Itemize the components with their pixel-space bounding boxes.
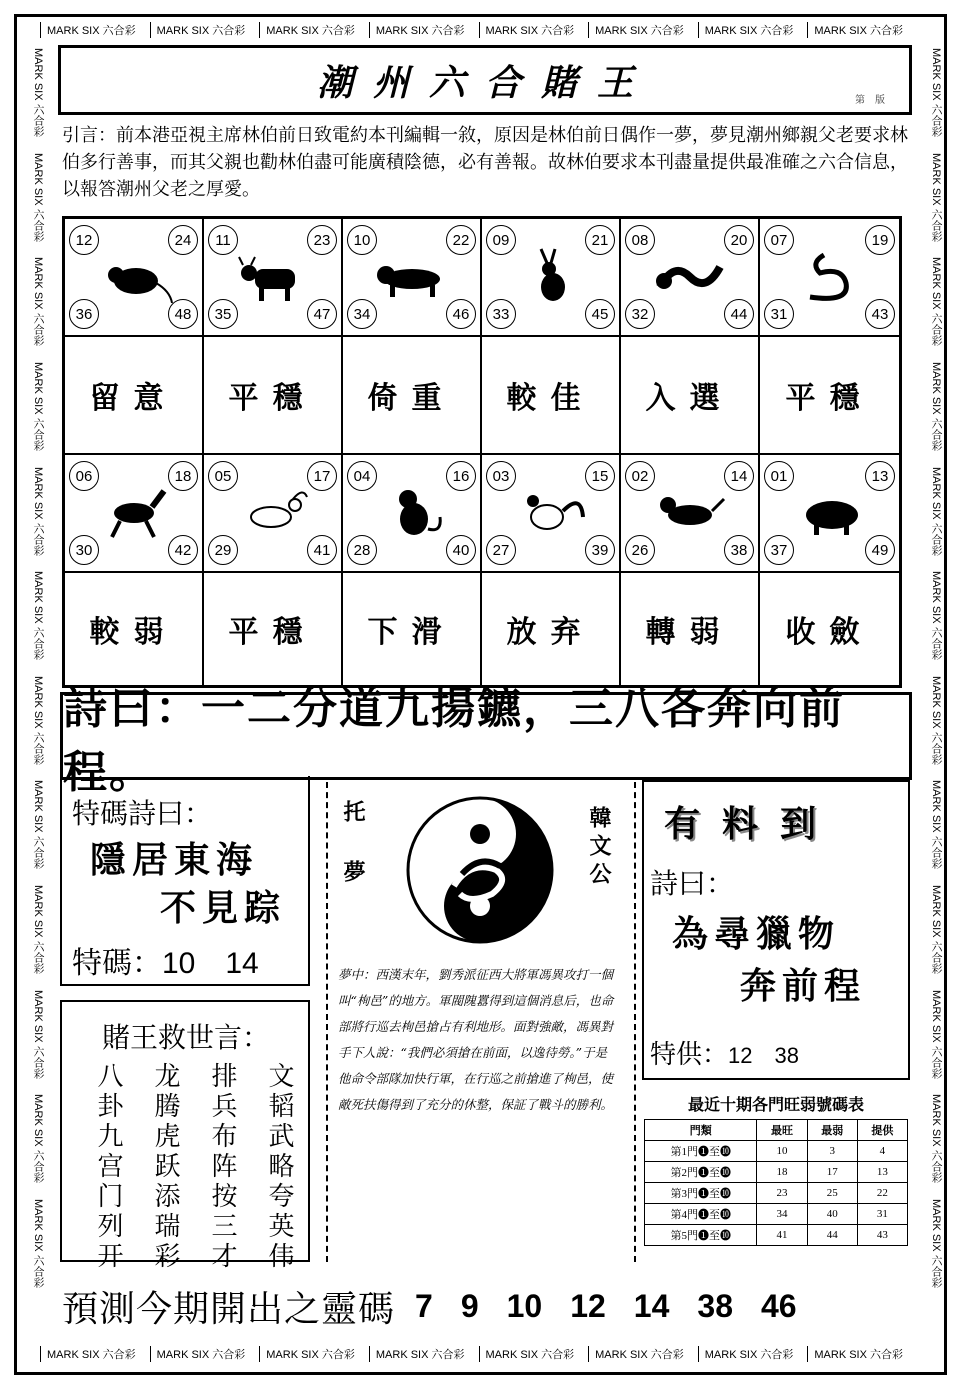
zodiac-number: 06 (69, 461, 99, 491)
title-box (58, 45, 912, 115)
savior-char: 九 (97, 1122, 124, 1152)
prediction-row (62, 1278, 912, 1334)
prediction-number: 14 (633, 1287, 670, 1324)
zodiac-number: 48 (168, 299, 198, 329)
zodiac-number: 13 (865, 461, 895, 491)
stats-cell: 22 (857, 1183, 907, 1204)
issue-label: 第 版 (855, 95, 885, 106)
stats-cell: 44 (807, 1225, 857, 1246)
ox-icon (233, 247, 313, 307)
zodiac-number: 31 (764, 299, 794, 329)
stats-header-cell: 最旺 (757, 1120, 807, 1141)
fortune-label: 較弱 (65, 573, 204, 685)
fortune-label: 留意 (65, 337, 204, 455)
stats-cell: 41 (757, 1225, 807, 1246)
dream-story: 夢中：西漢末年，劉秀派征西大將軍馮異攻打一個叫“栒邑”的地方。軍閥隗囂得到這個消息后，也命部將行巡去栒邑搶占有利地形。面對強敵，馮異對手下人說：“我們必須搶在前面，以逸待勞。”于是他命令部隊加快行軍，在行巡之前搶進了栒邑，使敵死扶傷得到了充分的休整，保証了戰斗的勝利。 (338, 967, 614, 1112)
pig-icon (790, 483, 870, 543)
savior-char: 按 (211, 1182, 238, 1212)
stats-cell: 18 (757, 1162, 807, 1183)
zodiac-number: 07 (764, 225, 794, 255)
zodiac-number: 19 (865, 225, 895, 255)
zodiac-number: 26 (625, 535, 655, 565)
incoming-box (642, 780, 910, 1080)
savior-chars (82, 1062, 310, 1272)
stats-table (644, 1119, 908, 1246)
zodiac-number: 34 (347, 299, 377, 329)
poem-bar: 詩曰：一二分道九揚鑣，三八各奔向前程。 (60, 692, 912, 780)
dream-left-label: 托夢 (340, 800, 366, 920)
zodiac-cell (204, 455, 343, 573)
zodiac-cell (343, 455, 482, 573)
savior-char: 跃 (154, 1152, 181, 1182)
zodiac-number: 36 (69, 299, 99, 329)
special-poem-heading: 特碼詩曰： (72, 797, 213, 830)
savior-char: 虎 (154, 1122, 181, 1152)
savior-char: 三 (211, 1212, 238, 1242)
savior-char: 八 (97, 1062, 124, 1092)
watermark-bottom: MARK SIX 六合彩 MARK SIX 六合彩 MARK SIX 六合彩 MARK SIX 六合彩 MARK SIX 六合彩 MARK SIX 六合彩 MARK SIX 六合彩 MARK SIX 六合彩 (40, 1340, 920, 1368)
zodiac-cell (343, 219, 482, 337)
zodiac-number: 16 (446, 461, 476, 491)
prediction-number: 46 (760, 1287, 797, 1324)
stats-cell: 10 (757, 1141, 807, 1162)
stats-cell: 第4門❶至❿ (645, 1204, 757, 1225)
fortune-label: 平穩 (760, 337, 899, 455)
stats-cell: 31 (857, 1204, 907, 1225)
stats-header-cell: 提供 (857, 1120, 907, 1141)
zodiac-cell (621, 455, 760, 573)
savior-char: 瑞 (154, 1212, 181, 1242)
fortune-label: 倚重 (343, 337, 482, 455)
zodiac-cell (65, 455, 204, 573)
savior-char: 兵 (211, 1092, 238, 1122)
stats-header-row (645, 1120, 908, 1141)
stats-panel (644, 1092, 908, 1246)
zodiac-number: 03 (486, 461, 516, 491)
stats-cell: 13 (857, 1162, 907, 1183)
zodiac-cell (760, 219, 899, 337)
savior-char: 夸 (268, 1182, 295, 1212)
stats-cell: 23 (757, 1183, 807, 1204)
incoming-special-label: 特供： (650, 1040, 729, 1070)
fortune-label: 入選 (621, 337, 760, 455)
zodiac-number: 47 (307, 299, 337, 329)
rat-icon (94, 247, 174, 307)
zodiac-cell (482, 219, 621, 337)
special-code-row (72, 938, 259, 982)
fortune-label: 收斂 (785, 615, 874, 650)
stats-cell: 40 (807, 1204, 857, 1225)
prediction-label: 預測今期開出之靈碼 (62, 1288, 396, 1330)
watermark-right: MARK SIX 六合彩MARK SIX 六合彩MARK SIX 六合彩MARK SIX 六合彩MARK SIX 六合彩MARK SIX 六合彩MARK SIX 六合彩MARK SIX 六合彩MARK SIX 六合彩MARK SIX 六合彩MARK SIX 六合彩MARK SIX 六合彩 (930, 48, 942, 1288)
zodiac-number: 01 (764, 461, 794, 491)
fortune-label: 較佳 (482, 337, 621, 455)
stats-row (645, 1183, 908, 1204)
zodiac-number: 20 (724, 225, 754, 255)
zodiac-number: 10 (347, 225, 377, 255)
zodiac-number: 44 (724, 299, 754, 329)
stats-cell: 第1門❶至❿ (645, 1141, 757, 1162)
savior-char: 略 (268, 1152, 295, 1182)
zodiac-number: 18 (168, 461, 198, 491)
tiger-icon (372, 247, 452, 307)
savior-char: 武 (268, 1122, 295, 1152)
stats-cell: 第2門❶至❿ (645, 1162, 757, 1183)
savior-char: 才 (211, 1242, 238, 1272)
horse-icon (94, 483, 174, 543)
zodiac-number: 22 (446, 225, 476, 255)
incoming-line2: 奔前程 (740, 966, 867, 1007)
zodiac-number: 38 (724, 535, 754, 565)
page-title: 潮州六合賭王 (316, 61, 653, 104)
zodiac-number: 08 (625, 225, 655, 255)
zodiac-number: 32 (625, 299, 655, 329)
zodiac-cell (621, 219, 760, 337)
savior-char: 文 (268, 1062, 295, 1092)
savior-char: 腾 (154, 1092, 181, 1122)
incoming-line1: 為尋獵物 (672, 914, 841, 955)
stats-cell: 3 (807, 1141, 857, 1162)
zodiac-number: 17 (307, 461, 337, 491)
dragon-icon (650, 247, 730, 307)
zodiac-number: 45 (585, 299, 615, 329)
savior-char: 韬 (268, 1092, 295, 1122)
zodiac-cell (65, 219, 204, 337)
zodiac-number: 24 (168, 225, 198, 255)
watermark-left: MARK SIX 六合彩MARK SIX 六合彩MARK SIX 六合彩MARK SIX 六合彩MARK SIX 六合彩MARK SIX 六合彩MARK SIX 六合彩MARK SIX 六合彩MARK SIX 六合彩MARK SIX 六合彩MARK SIX 六合彩MARK SIX 六合彩 (32, 48, 44, 1288)
stats-row (645, 1225, 908, 1246)
incoming-special-values: 12 38 (728, 1043, 799, 1068)
zodiac-cell (482, 455, 621, 573)
incoming-heading: 有料到 (664, 804, 839, 845)
stats-cell: 43 (857, 1225, 907, 1246)
zodiac-number: 02 (625, 461, 655, 491)
stats-header-cell: 門類 (645, 1120, 757, 1141)
incoming-poem-label: 詩曰： (650, 867, 735, 900)
stats-row (645, 1204, 908, 1225)
zodiac-number: 14 (724, 461, 754, 491)
monkey-icon (372, 483, 452, 543)
zodiac-number: 37 (764, 535, 794, 565)
zodiac-number: 30 (69, 535, 99, 565)
stats-title: 最近十期各門旺弱號碼表 (687, 1095, 864, 1114)
incoming-special-row (650, 1034, 799, 1071)
savior-char: 排 (211, 1062, 238, 1092)
special-code-values: 10 14 (162, 947, 259, 980)
stats-cell: 34 (757, 1204, 807, 1225)
rooster-icon (511, 483, 591, 543)
savior-char: 添 (154, 1182, 181, 1212)
zodiac-number: 11 (208, 225, 238, 255)
savior-char: 阵 (211, 1152, 238, 1182)
stats-cell: 4 (857, 1141, 907, 1162)
special-poem-box (60, 776, 310, 986)
prediction-number: 12 (570, 1287, 606, 1324)
dog-icon (650, 483, 730, 543)
stats-cell: 第3門❶至❿ (645, 1183, 757, 1204)
stats-cell: 第5門❶至❿ (645, 1225, 757, 1246)
savior-char: 龙 (154, 1062, 181, 1092)
zodiac-number: 04 (347, 461, 377, 491)
intro-text: 引言：前本港亞視主席林伯前日致電約本刊編輯一敘，原因是林伯前日偶作一夢，夢見潮州鄉親父老要求林伯多行善事，而其父親也勸林伯盡可能廣積陰德，必有善報。故林伯要求本刊盡量提供最准確之六合信息，以報答潮州父老之厚愛。 (62, 125, 908, 200)
fortune-label: 轉弱 (621, 573, 760, 685)
special-poem-line1: 隱居東海 (90, 839, 259, 881)
fortune-label: 平穩 (204, 573, 343, 685)
zodiac-number: 23 (307, 225, 337, 255)
watermark-top: MARK SIX 六合彩 MARK SIX 六合彩 MARK SIX 六合彩 MARK SIX 六合彩 MARK SIX 六合彩 MARK SIX 六合彩 MARK SIX 六合彩 MARK SIX 六合彩 (40, 16, 920, 44)
zodiac-cell (204, 219, 343, 337)
zodiac-number: 41 (307, 535, 337, 565)
zodiac-number: 12 (69, 225, 99, 255)
prediction-number: 7 (415, 1287, 433, 1324)
zodiac-number: 05 (208, 461, 238, 491)
savior-char: 开 (97, 1242, 124, 1272)
snake-icon (790, 247, 870, 307)
zodiac-number: 49 (865, 535, 895, 565)
rabbit-icon (511, 247, 591, 307)
prediction-number: 10 (506, 1287, 543, 1324)
stats-cell: 25 (807, 1183, 857, 1204)
dream-right-label: 韓文公 (586, 806, 612, 890)
savior-char: 列 (97, 1212, 124, 1242)
zodiac-number: 42 (168, 535, 198, 565)
goat-icon (233, 483, 313, 543)
zodiac-number: 27 (486, 535, 516, 565)
zodiac-number: 29 (208, 535, 238, 565)
zodiac-number: 33 (486, 299, 516, 329)
zodiac-number: 39 (585, 535, 615, 565)
savior-char: 彩 (154, 1242, 181, 1272)
fortune-label: 平穩 (204, 337, 343, 455)
savior-char: 卦 (97, 1092, 124, 1122)
stats-row (645, 1141, 908, 1162)
yin-yang-icon (400, 790, 560, 950)
fortune-label: 下滑 (343, 573, 482, 685)
savior-heading: 賭王救世言： (102, 1021, 271, 1054)
stats-row (645, 1162, 908, 1183)
fortune-label: 放弃 (482, 573, 621, 685)
zodiac-number: 28 (347, 535, 377, 565)
special-poem-line2: 不見踪 (160, 887, 287, 929)
stats-header-cell: 最弱 (807, 1120, 857, 1141)
zodiac-number: 15 (585, 461, 615, 491)
zodiac-number: 21 (585, 225, 615, 255)
zodiac-number: 46 (446, 299, 476, 329)
savior-char: 宫 (97, 1152, 124, 1182)
savior-char: 布 (211, 1122, 238, 1152)
savior-char: 英 (268, 1212, 295, 1242)
prediction-numbers (415, 1288, 797, 1325)
zodiac-number: 35 (208, 299, 238, 329)
zodiac-number: 43 (865, 299, 895, 329)
savior-char: 门 (97, 1182, 124, 1212)
zodiac-grid (62, 216, 902, 688)
prediction-number: 38 (697, 1287, 733, 1324)
zodiac-number: 09 (486, 225, 516, 255)
stats-cell: 17 (807, 1162, 857, 1183)
prediction-number: 9 (460, 1287, 479, 1324)
savior-char: 伟 (268, 1242, 295, 1272)
special-code-label: 特碼： (72, 946, 162, 981)
zodiac-number: 40 (446, 535, 476, 565)
zodiac-cell (760, 455, 899, 573)
